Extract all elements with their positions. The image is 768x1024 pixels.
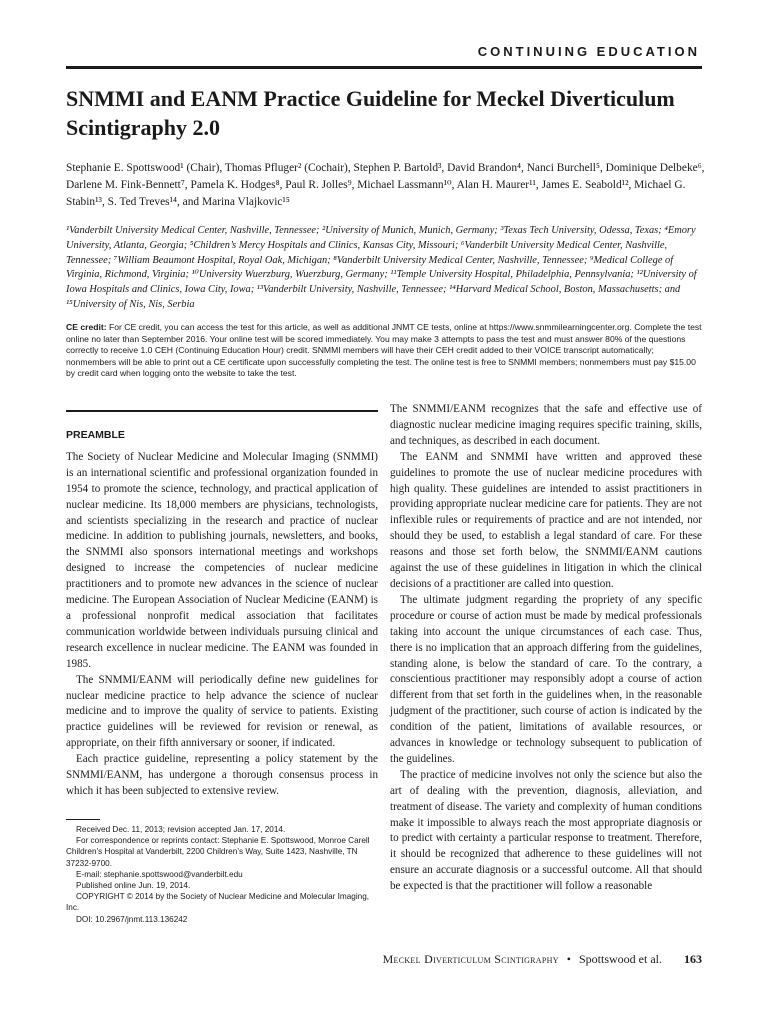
left-column xyxy=(66,428,378,800)
article-title: SNMMI and EANM Practice Guideline for Meckel Diverticulum Scintigraphy 2.0 xyxy=(66,86,675,140)
footnote-doi: DOI: 10.2967/jnmt.113.136242 xyxy=(76,914,188,924)
footnote-copyright: COPYRIGHT © 2014 by the Society of Nuclear Medicine and Molecular Imaging, Inc. xyxy=(66,892,370,913)
right-column xyxy=(390,402,702,895)
body-paragraph: Each practice guideline, representing a policy statement by the SNMMI/EANM, has undergone a thorough consensus process in which it has been subjected to extensive review. xyxy=(66,753,378,797)
page-footer xyxy=(383,952,702,967)
author-affiliations: ¹Vanderbilt University Medical Center, Nashville, Tennessee; ²University of Munich, Munich, Germany; ³Texas Tech University, Odessa, Texas; ⁴Emory University, Atlanta, Georgia; ⁵Children’s Mercy Hospitals and Clinics, Kansas City, Missouri; ⁶Vanderbilt University Medical Center, Nashville, Tennessee; ⁷William Beaumont Hospital, Royal Oak, Michigan; ⁸Vanderbilt University Medical Center, Nashville, Tennessee; ⁹Medical College of Virginia, Richmond, Virginia; ¹⁰University Wuerzburg, Wuerzburg, Germany; ¹¹Temple University Hospital, Philadelphia, Pennsylvania; ¹²University of Iowa Hospitals and Clinics, Iowa City, Iowa; ¹³Vanderbilt University, Nashville, Tennessee; ¹⁴Harvard Medical School, Boston, Massachusetts; and ¹⁵University of Nis, Nis, Serbia xyxy=(66,225,697,310)
body-paragraph: The SNMMI/EANM will periodically define new guidelines for nuclear medicine practice to help advance the science of nuclear medicine and to improve the quality of service to patients. Existing practice guidelines will be reviewed for revision or renewal, as appropriate, on their fifth anniversary or sooner, if indicated. xyxy=(66,673,378,750)
body-paragraph: The ultimate judgment regarding the propriety of any specific procedure or course of action must be made by medical professionals taking into account the unique circumstances of each case. Thus, there is no implication that an approach differing from the guidelines, standing alone, is below the standard of care. To the contrary, a conscientious practitioner may responsibly adopt a course of action different from that set forth in the guidelines when, in the reasonable judgment of the practitioner, such course of action is indicated by the condition of the patient, limitations of available resources, or advances in knowledge or technology subsequent to publication of the guidelines. xyxy=(390,593,702,765)
footnotes xyxy=(66,824,378,925)
body-paragraph: The SNMMI/EANM recognizes that the safe and effective use of diagnostic nuclear medicine imaging requires specific training, skills, and techniques, as described in each document. xyxy=(390,403,702,447)
page-number: 163 xyxy=(684,952,702,966)
running-author: Spottswood et al. xyxy=(579,952,662,966)
footnote-rule xyxy=(66,819,100,820)
preamble-heading: PREAMBLE xyxy=(66,429,125,441)
ce-credit-text: For CE credit, you can access the test for this article, as well as additional JNMT CE tests, online at https://www.snmmilearningcenter.org. Complete the test online no later than September 2016. Your online test will be scored immediately. You may make 3 attempts to pass the test and must answer 80% of the questions correctly to receive 1.0 CEH (Continuing Education Hour) credit. SNMMI members will have their CEH credit added to their VOICE transcript automatically; nonmembers will be able to print out a CE certificate upon successfully completing the test. The online test is free to SNMMI members; nonmembers must pay $15.00 by credit card when logging onto the website to take the test. xyxy=(66,322,702,379)
running-title: Meckel Diverticulum Scintigraphy xyxy=(382,952,559,966)
footnote-correspondence: For correspondence or reprints contact: Stephanie E. Spottswood, Monroe Carell Children’s Hospital at Vanderbilt, 2200 Children’s Way, Suite 1423, Nashville, TN 37232-9700. xyxy=(66,836,370,868)
footer-bullet: • xyxy=(566,952,571,966)
footnote-published: Published online Jun. 19, 2014. xyxy=(76,881,191,891)
footnote-email: E-mail: stephanie.spottswood@vanderbilt.edu xyxy=(76,869,243,879)
ce-credit-label: CE credit: xyxy=(66,322,107,332)
header-rule xyxy=(66,66,702,69)
ce-credit-notice xyxy=(66,322,706,380)
section-label: CONTINUING EDUCATION xyxy=(477,44,700,59)
author-list: Stephanie E. Spottswood¹ (Chair), Thomas Pfluger² (Cochair), Stephen P. Bartold³, David Brandon⁴, Nanci Burchell⁵, Dominique Delbeke⁶, Darlene M. Fink-Bennett⁷, Pamela K. Hodges⁸, Paul R. Jolles⁹, Michael Lassmann¹⁰, Alan H. Maurer¹¹, James E. Seabold¹², Michael G. Stabin¹³, S. Ted Treves¹⁴, and Marina Vlajkovic¹⁵ xyxy=(66,162,705,208)
body-paragraph: The practice of medicine involves not only the science but also the art of dealing with the prevention, diagnosis, alleviation, and treatment of disease. The variety and complexity of human conditions make it impossible to always reach the most appropriate diagnosis or to predict with certainty a particular response to treatment. Therefore, it should be recognized that adherence to these guidelines will not ensure an accurate diagnosis or a successful outcome. All that should be expected is that the practitioner will follow a reasonable xyxy=(390,768,702,893)
footnote-received: Received Dec. 11, 2013; revision accepted Jan. 17, 2014. xyxy=(76,825,286,834)
body-paragraph: The Society of Nuclear Medicine and Molecular Imaging (SNMMI) is an international scientific and professional organization founded in 1954 to promote the science, technology, and practical application of nuclear medicine. Its 18,000 members are physicians, technologists, and scientists specializing in the research and practice of nuclear medicine. In addition to publishing journals, newsletters, and books, the SNMMI also sponsors international meetings and workshops designed to increase the competencies of nuclear medicine practitioners and to promote new advances in the science of nuclear medicine. The European Association of Nuclear Medicine (EANM) is a professional nonprofit medical association that facilitates communication worldwide between individuals pursuing clinical and research excellence in nuclear medicine. The EANM was founded in 1985. xyxy=(66,450,378,670)
column-rule xyxy=(66,410,378,412)
body-paragraph: The EANM and SNMMI have written and approved these guidelines to promote the use of nuclear medicine procedures with high quality. These guidelines are intended to assist practitioners in providing appropriate nuclear medicine care for patients. They are not inflexible rules or requirements of practice and are not intended, nor should they be used, to establish a legal standard of care. For these reasons and those set forth below, the SNMMI/EANM cautions against the use of these guidelines in litigation in which the clinical decisions of a practitioner are called into question. xyxy=(390,450,702,590)
